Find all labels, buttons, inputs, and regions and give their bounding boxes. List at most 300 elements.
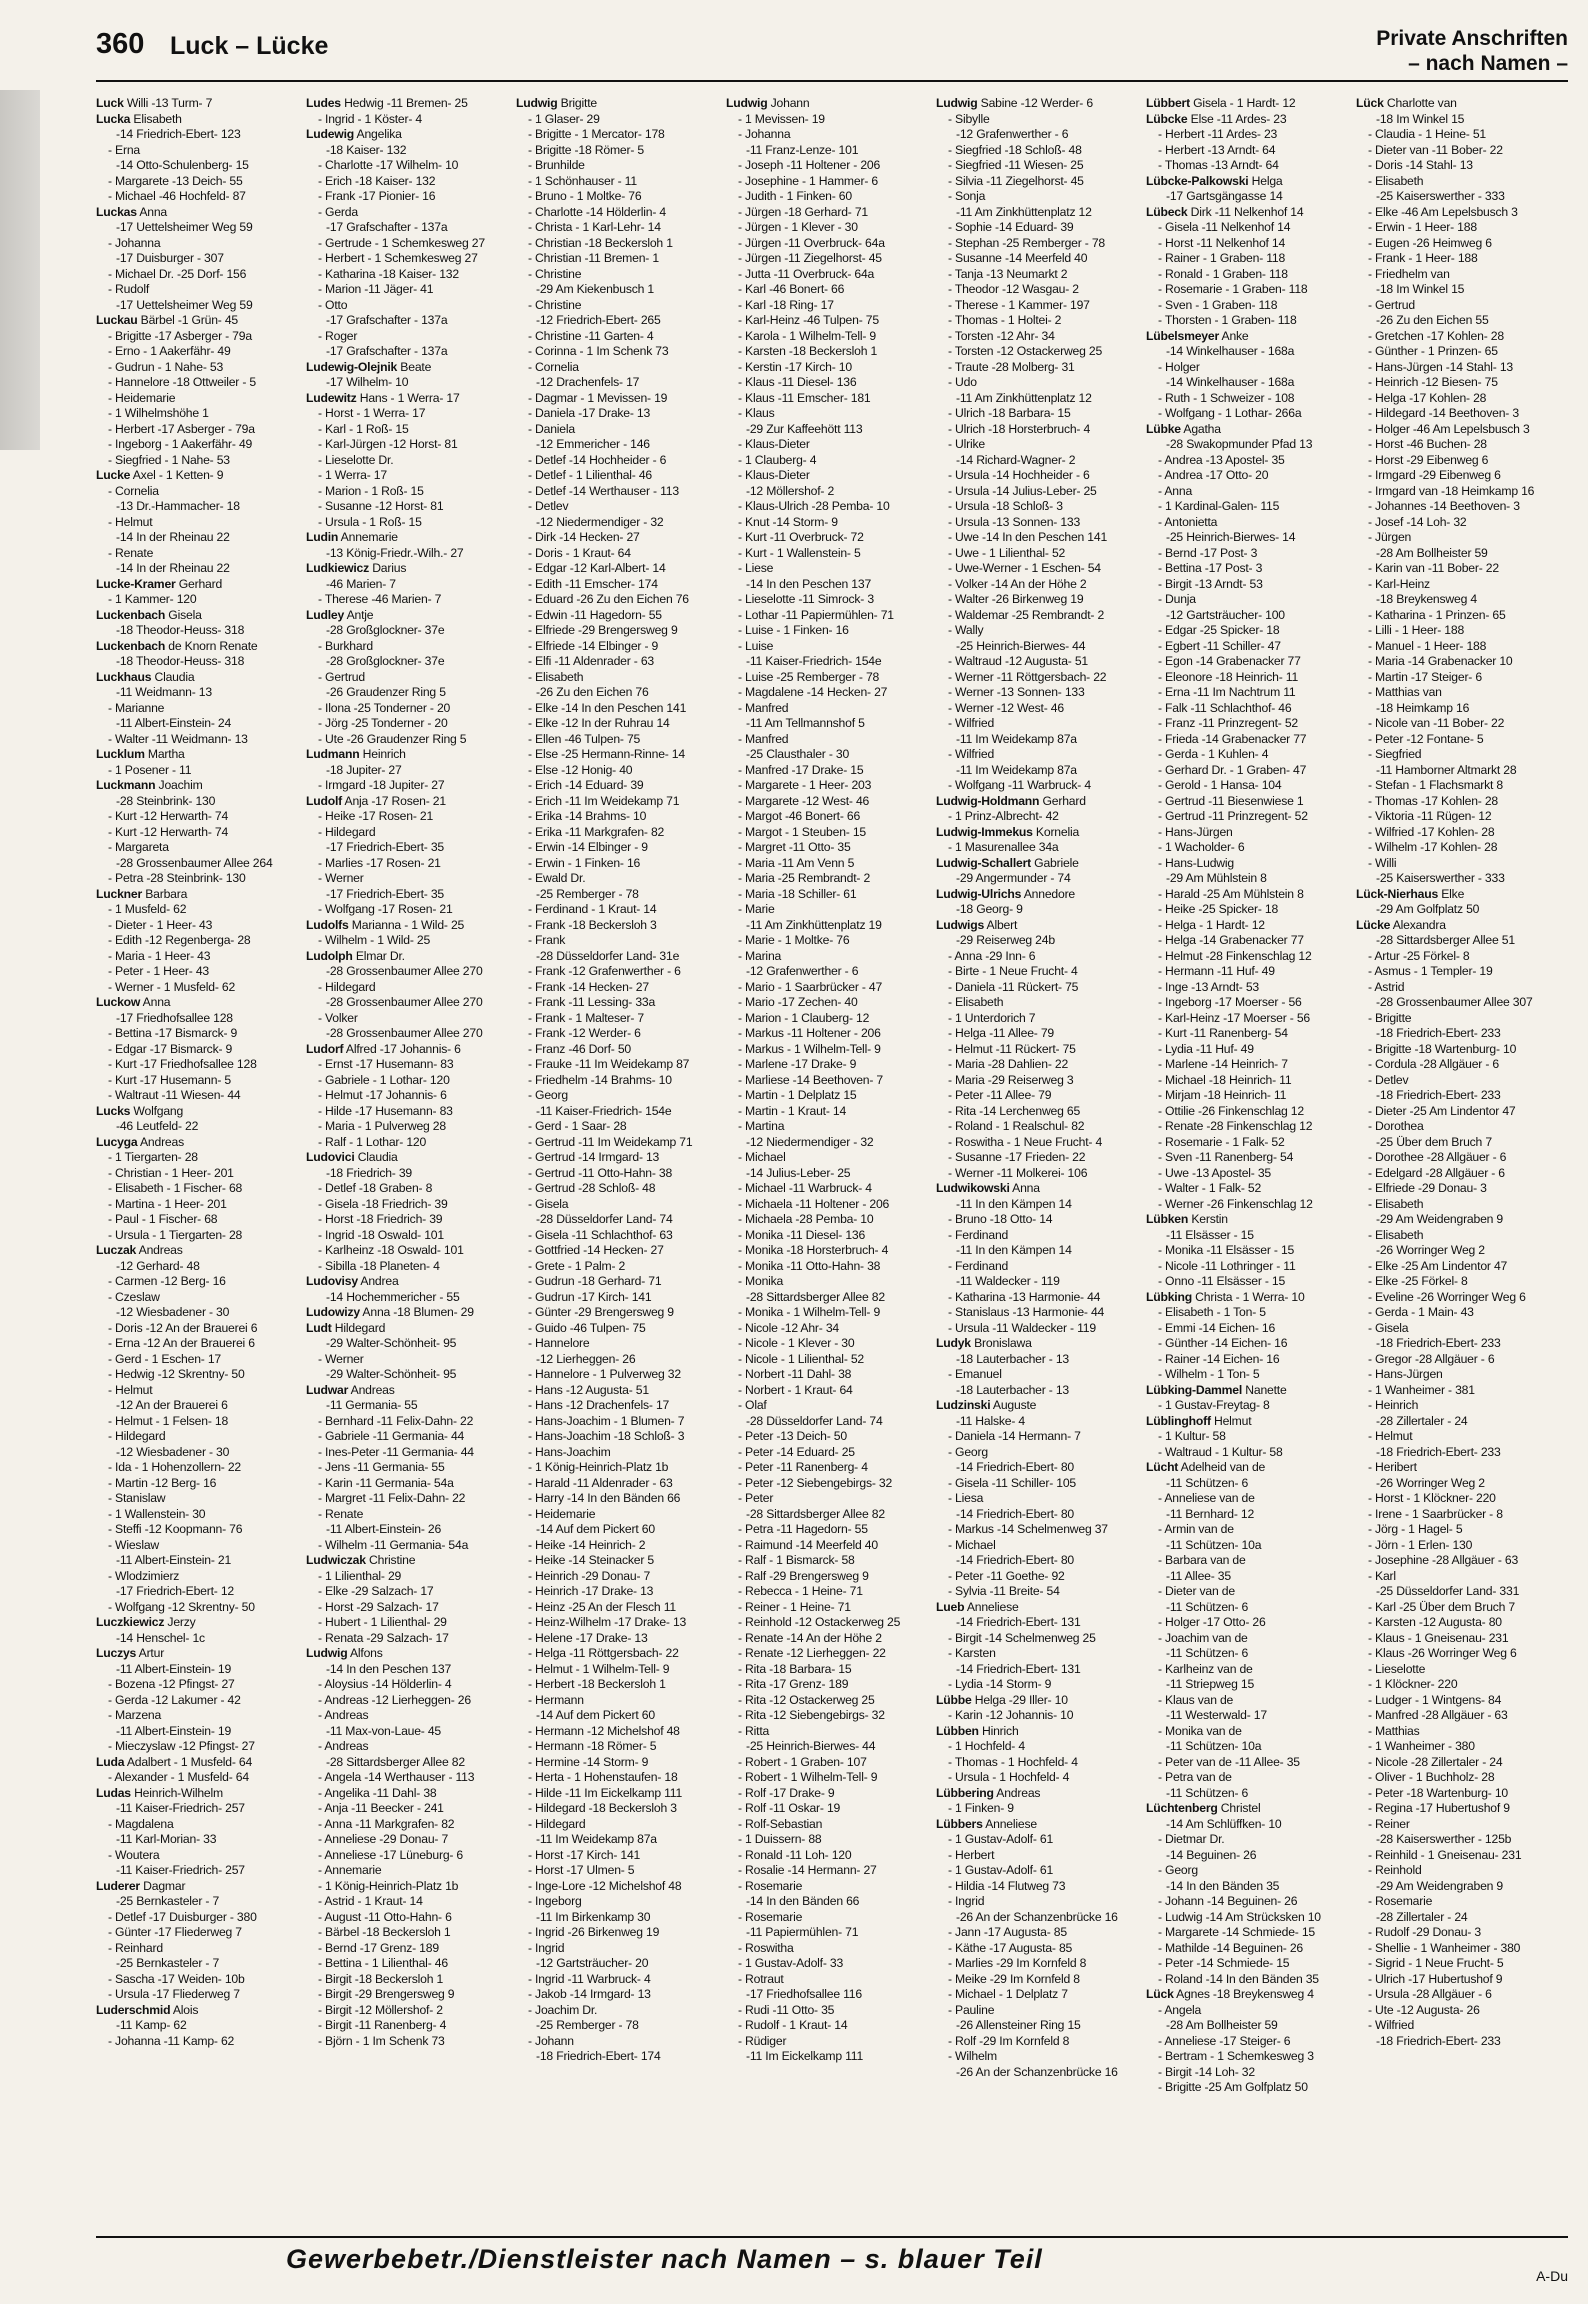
directory-entry: - 1 Wacholder- 6 (1158, 840, 1245, 854)
directory-entry: -14 In den Bänden 66 (746, 1894, 860, 1908)
surname: Lübbe (936, 1692, 972, 1707)
directory-entry: - Lieselotte -11 Simrock- 3 (738, 592, 874, 606)
directory-entry: - Dieter van de (1158, 1584, 1235, 1598)
directory-entry: - August -11 Otto-Hahn- 6 (318, 1909, 452, 1924)
directory-entry: - Gretchen -17 Kohlen- 28 (1368, 328, 1504, 343)
directory-entry: - Edith -12 Regenberga- 28 (108, 933, 251, 947)
directory-entry: - Maria -11 Am Venn 5 (738, 855, 855, 870)
directory-entry: - Hermine -14 Storm- 9 (528, 1754, 649, 1769)
directory-entry: - Hildia -14 Flutweg 73 (948, 1878, 1066, 1893)
directory-entry: -14 Friedrich-Ebert- 80 (956, 1506, 1074, 1521)
directory-entry: - Renate -14 An der Höhe 2 (738, 1630, 882, 1645)
directory-entry: - Wilfried (948, 716, 995, 730)
surname: Ludwig-Immekus (936, 824, 1033, 839)
surname: Lucke-Kramer (96, 576, 176, 591)
directory-entry: - Heike -14 Heinrich- 2 (528, 1537, 646, 1552)
directory-entry: - Daniela -14 Hermann- 7 (948, 1429, 1081, 1443)
directory-entry: - Horst -29 Salzach- 17 (318, 1599, 439, 1614)
directory-entry: - Gertrud -11 Prinzregent- 52 (1158, 809, 1308, 823)
directory-entry: - Gertrud -28 Schloß- 48 (528, 1181, 656, 1195)
directory-entry: Ludwig-Schallert Gabriele (936, 855, 1079, 870)
directory-entry: - Helga - 1 Hardt- 12 (1158, 917, 1265, 932)
directory-entry: - Margarete - 1 Heer- 203 (738, 778, 872, 792)
directory-column-7 (1356, 96, 1562, 2226)
directory-entry: - Peter -11 Goethe- 92 (948, 1568, 1065, 1583)
surname: Ludwig-Holdmann (936, 793, 1040, 808)
directory-entry: - Andrea -13 Apostel- 35 (1158, 452, 1285, 467)
surname: Ludes (306, 96, 341, 110)
directory-entry: - Herbert -17 Asberger - 79a (108, 421, 255, 436)
directory-entry: - Walter -26 Birkenweg 19 (948, 592, 1084, 606)
directory-entry: - Karl-Heinz (1368, 576, 1430, 591)
directory-entry: - Horst -17 Ulmen- 5 (528, 1863, 635, 1877)
directory-entry: - Ingrid -18 Oswald- 101 (318, 1227, 444, 1242)
directory-entry: - 1 Hochfeld- 4 (948, 1739, 1025, 1753)
directory-entry: - Helga -11 Allee- 79 (948, 1026, 1054, 1040)
directory-entry: - Brigitte -18 Römer- 5 (528, 142, 644, 157)
directory-entry: - Gertrude - 1 Schemkesweg 27 (318, 235, 485, 250)
directory-entry: - Jutta -11 Overbruck- 64a (738, 266, 875, 281)
directory-entry: -17 Grafschafter - 137a (326, 220, 448, 234)
directory-entry: -17 Friedrich-Ebert- 35 (326, 840, 444, 854)
directory-entry: - Anneliese -17 Steiger- 6 (1158, 2033, 1291, 2048)
directory-entry: - Nicole -11 Lothringer - 11 (1158, 1258, 1296, 1273)
directory-entry: - Carmen -12 Berg- 16 (108, 1274, 226, 1288)
directory-entry: - Ralf -29 Brengersweg 9 (738, 1568, 869, 1583)
directory-entry: - Elisabeth (1368, 1227, 1424, 1242)
directory-entry: -18 Friedrich-Ebert- 174 (536, 2049, 661, 2063)
directory-entry: - Helmut (108, 1382, 153, 1397)
directory-entry: - Eduard -26 Zu den Eichen 76 (528, 592, 689, 606)
directory-entry: - 1 Kammer- 120 (108, 592, 197, 606)
directory-entry: - Sven - 1 Graben- 118 (1158, 297, 1278, 312)
directory-entry: - Siegfried - 1 Nahe- 53 (108, 452, 230, 467)
directory-entry: Ludzinski Auguste (936, 1398, 1037, 1412)
directory-entry: - Birgit -14 Loh- 32 (1158, 2064, 1255, 2079)
directory-entry: - 1 Mevissen- 19 (738, 111, 825, 126)
directory-entry: - Johannes -14 Beethoven- 3 (1368, 499, 1520, 513)
directory-entry: - Falk -11 Schlachthof- 46 (1158, 700, 1292, 715)
directory-entry: - Rainer -14 Eichen- 16 (1158, 1351, 1280, 1366)
surname: Lübbers (936, 1816, 983, 1831)
directory-entry: Ludyk Bronislawa (936, 1336, 1032, 1350)
surname: Ludkiewicz (306, 561, 370, 575)
directory-entry: -25 Bernkasteler - 7 (116, 1894, 220, 1908)
directory-entry: -18 Friedrich- 39 (326, 1165, 413, 1180)
directory-entry: - Joachim van de (1158, 1630, 1248, 1645)
directory-entry: - Lothar -11 Papiermühlen- 71 (738, 607, 894, 622)
directory-entry: - Woutera (108, 1847, 160, 1862)
directory-entry: - Ursula - 1 Hochfeld- 4 (948, 1770, 1070, 1784)
directory-entry: - Renate (108, 545, 154, 560)
directory-entry: Ludolfs Marianna - 1 Wild- 25 (306, 917, 465, 932)
surname: Luckenbach (96, 607, 166, 622)
directory-entry: - Peter -13 Deich- 50 (738, 1429, 847, 1443)
directory-entry: -18 Friedrich-Ebert- 233 (1376, 1444, 1501, 1459)
directory-entry: -18 Im Winkel 15 (1376, 111, 1465, 126)
directory-entry: -11 Halske- 4 (956, 1413, 1025, 1428)
directory-entry: -26 An der Schanzenbrücke 16 (956, 2064, 1118, 2079)
directory-entry: Luckow Anna (96, 995, 171, 1009)
directory-entry: -18 Friedrich-Ebert- 233 (1376, 1026, 1501, 1040)
directory-entry: - Edgar -17 Bismarck- 9 (108, 1041, 233, 1056)
directory-entry: - Holger (1158, 359, 1200, 374)
directory-entry: -18 Im Winkel 15 (1376, 282, 1465, 296)
directory-entry: - 1 Musfeld- 62 (108, 902, 187, 916)
directory-entry: - Helmut -17 Johannis- 6 (318, 1088, 447, 1102)
page-footer (96, 2236, 1568, 2288)
directory-entry: - Markus - 1 Wilhelm-Tell- 9 (738, 1041, 881, 1056)
directory-entry: - Elke -46 Am Lepelsbusch 3 (1368, 204, 1518, 219)
directory-entry: - Klaus-Dieter (738, 468, 810, 482)
directory-entry: - Mathilde -14 Beguinen- 26 (1158, 1940, 1304, 1955)
directory-entry: -28 Zillertaler - 24 (1376, 1909, 1468, 1924)
directory-entry: - Hilde -11 Im Eickelkamp 111 (528, 1785, 683, 1800)
directory-entry: - Ulrich -18 Horsterbruch- 4 (948, 421, 1091, 436)
directory-entry: - Ferdinand (948, 1227, 1009, 1242)
directory-entry: - Anna -29 Inn- 6 (948, 948, 1036, 963)
directory-entry: - Klaus - 1 Gneisenau- 231 (1368, 1630, 1509, 1645)
directory-entry: - Holger -17 Otto- 26 (1158, 1615, 1266, 1629)
directory-entry: - Anneliese van de (1158, 1491, 1255, 1505)
directory-entry: Ludwig Alfons (306, 1646, 383, 1660)
directory-entry: - 1 Duissern- 88 (738, 1832, 822, 1846)
directory-entry: - Irmgard van -18 Heimkamp 16 (1368, 483, 1535, 498)
directory-entry: - Marie - 1 Moltke- 76 (738, 933, 850, 947)
directory-entry: - Ingrid - 1 Köster- 4 (318, 111, 422, 126)
directory-entry: - Uwe-Werner - 1 Eschen- 54 (948, 561, 1101, 575)
directory-entry: - Petra -11 Hagedorn- 55 (738, 1522, 868, 1536)
directory-entry: - 1 Glaser- 29 (528, 111, 600, 126)
directory-entry: - Karlheinz van de (1158, 1661, 1253, 1676)
directory-entry: - Frank -14 Hecken- 27 (528, 979, 649, 994)
directory-entry: - Luise - 1 Finken- 16 (738, 623, 849, 637)
directory-entry: - Marina (738, 948, 782, 963)
surname: Ludley (306, 607, 345, 622)
directory-entry: - Jann -17 Augusta- 85 (948, 1925, 1067, 1939)
directory-entry: - Astrid (1368, 979, 1405, 994)
directory-entry: - Ulrike (948, 437, 985, 451)
directory-entry: - Michaela -28 Pemba- 10 (738, 1212, 874, 1226)
directory-entry: - Inge -13 Arndt- 53 (1158, 979, 1260, 994)
directory-entry: - Marzena (108, 1708, 162, 1722)
directory-entry: Ludwiczak Christine (306, 1553, 416, 1567)
surname: Lucyga (96, 1134, 138, 1149)
directory-entry: Lübking-Dammel Nanette (1146, 1382, 1287, 1397)
directory-entry: -12 Wiesbadener - 30 (116, 1305, 230, 1319)
directory-entry: -14 Hochemmericher - 55 (326, 1289, 460, 1304)
directory-entry: - Birgit -13 Arndt- 53 (1158, 576, 1263, 591)
directory-entry: - Hildegard (528, 1816, 586, 1831)
directory-entry: - Erwin - 1 Heer- 188 (1368, 220, 1477, 234)
directory-entry: -11 In den Kämpen 14 (956, 1243, 1072, 1257)
directory-entry: - Willi (1368, 855, 1397, 870)
directory-entry: - Helmut - 1 Felsen- 18 (108, 1413, 229, 1428)
directory-entry: - Klaus (738, 406, 775, 420)
directory-entry: - Udo (948, 375, 977, 389)
directory-entry: - Gerold - 1 Hansa- 104 (1158, 778, 1282, 792)
directory-entry: -14 Winkelhauser - 168a (1166, 344, 1295, 358)
directory-entry: - 1 Kultur- 58 (1158, 1429, 1226, 1443)
directory-entry: - Nicole - 1 Lilienthal- 52 (738, 1351, 865, 1366)
directory-entry: - Ursula -17 Fliederweg 7 (108, 1987, 240, 2001)
directory-entry: - Werner -11 Molkerei- 106 (948, 1165, 1088, 1180)
directory-entry: -11 Allee- 35 (1166, 1568, 1231, 1583)
directory-entry: - Hans-Joachim -18 Schloß- 3 (528, 1429, 685, 1443)
surname: Lübelsmeyer (1146, 328, 1219, 343)
directory-entry: - Norbert - 1 Kraut- 64 (738, 1382, 853, 1397)
directory-entry: - Hermann -18 Römer- 5 (528, 1739, 657, 1753)
section-title-line2: – nach Namen – (1408, 52, 1568, 75)
directory-entry: - Meike -29 Im Kornfeld 8 (948, 1971, 1080, 1986)
surname: Lück (1356, 96, 1384, 110)
directory-entry: - Karin van -11 Bober- 22 (1368, 561, 1499, 575)
directory-entry: - Marie (738, 902, 775, 916)
directory-entry: -11 Schützen- 10a (1166, 1537, 1262, 1552)
directory-entry: -28 Grossenbaumer Allee 270 (326, 995, 483, 1009)
directory-entry: - Marion - 1 Roß- 15 (318, 483, 424, 498)
directory-entry: - Elke -14 In den Peschen 141 (528, 700, 687, 715)
directory-entry: Lucyga Andreas (96, 1134, 184, 1149)
directory-entry: - Bärbel -18 Beckersloh 1 (318, 1925, 451, 1939)
directory-entry: - Irmgard -18 Jupiter- 27 (318, 778, 445, 792)
directory-entry: - Doris -12 An der Brauerei 6 (108, 1320, 258, 1335)
directory-entry: - Shellie - 1 Wanheimer - 380 (1368, 1940, 1521, 1955)
directory-entry: -11 Schützen- 6 (1166, 1599, 1249, 1614)
directory-entry: - Rosemarie (738, 1909, 803, 1924)
directory-entry: - 1 Gustav-Adolf- 33 (738, 1956, 844, 1970)
directory-entry: -28 Düsseldorfer Land- 74 (536, 1212, 673, 1226)
directory-entry: -18 Friedrich-Ebert- 233 (1376, 2033, 1501, 2048)
surname: Luckenbach (96, 638, 166, 653)
directory-entry: -25 Über dem Bruch 7 (1376, 1134, 1492, 1149)
directory-entry: - Maria -29 Reiserweg 3 (948, 1072, 1074, 1087)
directory-entry: -12 Grafenwerther - 6 (956, 127, 1069, 141)
directory-entry: - Rita -14 Lerchenweg 65 (948, 1103, 1081, 1118)
directory-entry: - Sibilla -18 Planeten- 4 (318, 1258, 440, 1273)
directory-entry: - Margarete -14 Schmiede- 15 (1158, 1925, 1315, 1939)
directory-entry: - Kurt -17 Friedhofsallee 128 (108, 1057, 257, 1071)
directory-entry: - Thomas -17 Kohlen- 28 (1368, 793, 1498, 808)
directory-entry: - Manuel - 1 Heer- 188 (1368, 638, 1487, 653)
directory-entry: - Karola - 1 Wilhelm-Tell- 9 (738, 328, 876, 343)
directory-entry: - Jörg -25 Tonderner - 20 (318, 716, 448, 730)
directory-entry: - Barbara van de (1158, 1553, 1246, 1567)
directory-entry: - Michael -11 Warbruck- 4 (738, 1181, 872, 1195)
directory-entry: - Gottfried -14 Hecken- 27 (528, 1243, 664, 1257)
directory-entry: - Erno - 1 Aakerfähr- 49 (108, 344, 231, 358)
directory-entry: -28 Sittardsberger Allee 82 (746, 1289, 885, 1304)
directory-entry: -17 Uettelsheimer Weg 59 (116, 297, 253, 312)
directory-entry: - Peter -14 Schmiede- 15 (1158, 1956, 1290, 1970)
directory-entry: - Wilhelm (948, 2049, 997, 2063)
directory-entry: - Detlev (1368, 1072, 1409, 1087)
directory-entry: -17 Grafschafter - 137a (326, 344, 448, 358)
directory-entry: - Rolf -29 Im Kornfeld 8 (948, 2033, 1070, 2048)
directory-entry: - Lydia -14 Storm- 9 (948, 1677, 1052, 1691)
surname: Luczys (96, 1646, 137, 1660)
directory-entry: - Regina -17 Hubertushof 9 (1368, 1801, 1510, 1815)
directory-entry: - Sascha -17 Weiden- 10b (108, 1971, 245, 1986)
directory-entry: Ludwig Johann (726, 96, 810, 110)
directory-entry: - Frank - 1 Heer- 188 (1368, 251, 1478, 265)
directory-entry: - Michaela -11 Holtener - 206 (738, 1196, 890, 1211)
directory-entry: - Birgit -11 Ranenberg- 4 (318, 2018, 447, 2032)
directory-entry: - Martin -17 Steiger- 6 (1368, 669, 1482, 684)
directory-entry: - Erwin - 1 Finken- 16 (528, 855, 641, 870)
directory-entry: Luckas Anna (96, 204, 167, 219)
surname: Ludwig-Ulrichs (936, 886, 1022, 901)
directory-entry: Ludley Antje (306, 607, 374, 622)
directory-entry: -17 Friedhofsallee 116 (746, 1987, 862, 2001)
directory-entry: - Ute -12 Augusta- 26 (1368, 2002, 1480, 2017)
directory-entry: - Robert - 1 Graben- 107 (738, 1754, 867, 1769)
directory-columns (96, 96, 1568, 2226)
directory-entry: -14 Auf dem Pickert 60 (536, 1708, 655, 1722)
directory-entry: - Czeslaw (108, 1289, 160, 1304)
directory-entry: - Ingeborg - 1 Aakerfähr- 49 (108, 437, 253, 451)
directory-entry: - Ingrid (528, 1940, 565, 1955)
directory-entry: - Hildegard (318, 824, 376, 839)
directory-entry: -13 Dr.-Hammacher- 18 (116, 499, 240, 513)
directory-entry: -25 Kaiserswerther - 333 (1376, 189, 1505, 203)
directory-entry: - Martin - 1 Kraut- 14 (738, 1103, 847, 1118)
directory-entry: - Manfred (738, 700, 789, 715)
directory-entry: - Emmi -14 Eichen- 16 (1158, 1320, 1276, 1335)
directory-entry: -11 Im Weidekamp 87a (956, 731, 1077, 746)
directory-entry: -14 In der Rheinau 22 (116, 530, 230, 544)
directory-entry: - Ernst -17 Husemann- 83 (318, 1057, 454, 1071)
surname: Ludwikowski (936, 1181, 1010, 1195)
directory-entry: - Peter -11 Ranenberg- 4 (738, 1460, 868, 1474)
directory-entry: - Sven -11 Ranenberg- 54 (1158, 1150, 1294, 1164)
directory-entry: - Rotraut (738, 1971, 784, 1986)
directory-entry: -12 An der Brauerei 6 (116, 1398, 228, 1412)
directory-entry: -11 Striepweg 15 (1166, 1677, 1255, 1691)
directory-entry: - Kurt -12 Herwarth- 74 (108, 809, 229, 823)
directory-entry: - 1 Tiergarten- 28 (108, 1150, 198, 1164)
directory-entry: -11 Kaiser-Friedrich- 154e (746, 654, 882, 668)
directory-entry: - Peter van de -11 Allee- 35 (1158, 1754, 1300, 1769)
directory-entry: Ludolph Elmar Dr. (306, 948, 405, 963)
directory-entry: - Helga -11 Röttgersbach- 22 (528, 1646, 679, 1660)
directory-entry: -12 Friedrich-Ebert- 265 (536, 313, 661, 327)
directory-entry: - Horst -18 Friedrich- 39 (318, 1212, 443, 1226)
directory-entry: - Stephan -25 Remberger - 78 (948, 235, 1105, 250)
directory-entry: -29 Reiserweg 24b (956, 933, 1055, 947)
directory-entry: - Jürgen -11 Overbruck- 64a (738, 235, 885, 250)
directory-entry: - Waldemar -25 Rembrandt- 2 (948, 607, 1105, 622)
directory-entry: - Karsten -18 Beckersloh 1 (738, 344, 878, 358)
directory-entry: - Ingeborg (528, 1894, 582, 1908)
directory-entry: - Katharina -13 Harmonie- 44 (948, 1289, 1101, 1304)
directory-entry: -11 Im Birkenkamp 30 (536, 1909, 651, 1924)
directory-entry: -11 Kaiser-Friedrich- 257 (116, 1801, 245, 1815)
directory-entry: - Björn - 1 Im Schenk 73 (318, 2033, 445, 2048)
directory-entry: - Bertram - 1 Schemkesweg 3 (1158, 2049, 1314, 2063)
directory-entry: - Jakob -14 Irmgard- 13 (528, 1987, 651, 2001)
directory-entry: - Herbert -18 Beckersloh 1 (528, 1677, 666, 1691)
directory-entry: - Martina - 1 Heer- 201 (108, 1196, 227, 1211)
directory-entry: - Dirk -14 Hecken- 27 (528, 530, 640, 544)
directory-entry: - Dieter van -11 Bober- 22 (1368, 142, 1503, 157)
directory-entry: - Ilona -25 Tonderner - 20 (318, 700, 451, 715)
directory-entry: - Elisabeth (528, 669, 584, 684)
directory-entry: - Monika -11 Elsässer - 15 (1158, 1243, 1295, 1257)
directory-entry: - Ursula -28 Allgäuer - 6 (1368, 1987, 1492, 2001)
directory-entry: -17 Friedrich-Ebert- 35 (326, 886, 444, 901)
directory-entry: -26 Allensteiner Ring 15 (956, 2018, 1081, 2032)
directory-entry: - Günter -17 Fliederweg 7 (108, 1925, 242, 1939)
directory-entry: - Gisela -11 Nelkenhof 14 (1158, 220, 1291, 234)
directory-entry: -14 Richard-Wagner- 2 (956, 452, 1076, 467)
directory-entry: - Elke -25 Am Lindentor 47 (1368, 1258, 1508, 1273)
directory-entry: Lübbe Helga -29 Iller- 10 (936, 1692, 1068, 1707)
directory-entry: - Andreas -12 Lierheggen- 26 (318, 1692, 471, 1707)
directory-entry: - Nicole -28 Zillertaler - 24 (1368, 1754, 1503, 1769)
directory-entry: - Maria - 1 Pulverweg 28 (318, 1119, 446, 1133)
directory-entry: - Uwe -13 Apostel- 35 (1158, 1165, 1271, 1180)
directory-entry: - Gerda (318, 204, 358, 219)
directory-entry: - Margret -11 Felix-Dahn- 22 (318, 1491, 466, 1505)
directory-entry: -11 Im Weidekamp 87a (536, 1832, 657, 1846)
directory-entry: - Renate -12 Lierheggen- 22 (738, 1646, 886, 1660)
directory-entry: -26 An der Schanzenbrücke 16 (956, 1909, 1118, 1924)
directory-entry: - Bruno -18 Otto- 14 (948, 1212, 1053, 1226)
directory-entry: -18 Lauterbacher - 13 (956, 1351, 1070, 1366)
directory-entry: - Mieczyslaw -12 Pfingst- 27 (108, 1739, 255, 1753)
directory-entry: - Ute -26 Graudenzer Ring 5 (318, 731, 467, 746)
directory-entry: -11 Schützen- 6 (1166, 1646, 1249, 1660)
directory-entry: -26 Zu den Eichen 55 (1376, 313, 1489, 327)
directory-entry: - Doris -14 Stahl- 13 (1368, 158, 1473, 172)
directory-entry: - Thomas - 1 Hochfeld- 4 (948, 1754, 1078, 1769)
surname: Ludwigs (936, 917, 985, 932)
directory-entry: -17 Uettelsheimer Weg 59 (116, 220, 253, 234)
directory-entry: - Gerd - 1 Saar- 28 (528, 1119, 627, 1133)
directory-entry: - Stefan - 1 Flachsmarkt 8 (1368, 778, 1504, 792)
footer-code: A-Du (1536, 2268, 1568, 2284)
directory-entry: - Joachim Dr. (528, 2002, 598, 2017)
surname: Lucks (96, 1103, 131, 1118)
directory-entry: - 1 Wallenstein- 30 (108, 1506, 206, 1521)
directory-entry: - Gertrud -14 Irmgard- 13 (528, 1150, 660, 1164)
directory-entry: - Peter -18 Wartenburg- 10 (1368, 1785, 1508, 1800)
directory-entry: - Liese (738, 561, 774, 575)
directory-entry: - Liesa (948, 1491, 984, 1505)
directory-entry: -28 Steinbrink- 130 (116, 793, 216, 808)
directory-entry: - Nicole van -11 Bober- 22 (1368, 716, 1505, 730)
directory-entry: - Hans -12 Augusta- 51 (528, 1382, 649, 1397)
directory-entry: - Gisela -11 Schlachthof- 63 (528, 1227, 673, 1242)
directory-entry: - Horst -46 Buchen- 28 (1368, 437, 1487, 451)
directory-entry: -18 Friedrich-Ebert- 233 (1376, 1088, 1501, 1102)
directory-entry: - Frank -17 Pionier- 16 (318, 189, 436, 203)
directory-entry: - Josef -14 Loh- 32 (1368, 514, 1467, 529)
directory-entry: Lucks Wolfgang (96, 1103, 184, 1118)
surname: Luck (96, 96, 124, 110)
directory-entry: - Werner -13 Sonnen- 133 (948, 685, 1085, 699)
directory-entry: - Jürgen (1368, 530, 1412, 544)
surname: Luczak (96, 1243, 137, 1257)
directory-entry: - Mario -17 Zechen- 40 (738, 995, 858, 1009)
directory-entry: - Margarete -12 West- 46 (738, 793, 870, 808)
directory-entry: - Erna -11 Im Nachtrum 11 (1158, 685, 1296, 699)
directory-entry: - Ursula -14 Julius-Leber- 25 (948, 483, 1097, 498)
directory-entry: -11 Westerwald- 17 (1166, 1708, 1267, 1722)
directory-entry: -14 Auf dem Pickert 60 (536, 1522, 655, 1536)
directory-entry: - Herbert (948, 1847, 995, 1862)
